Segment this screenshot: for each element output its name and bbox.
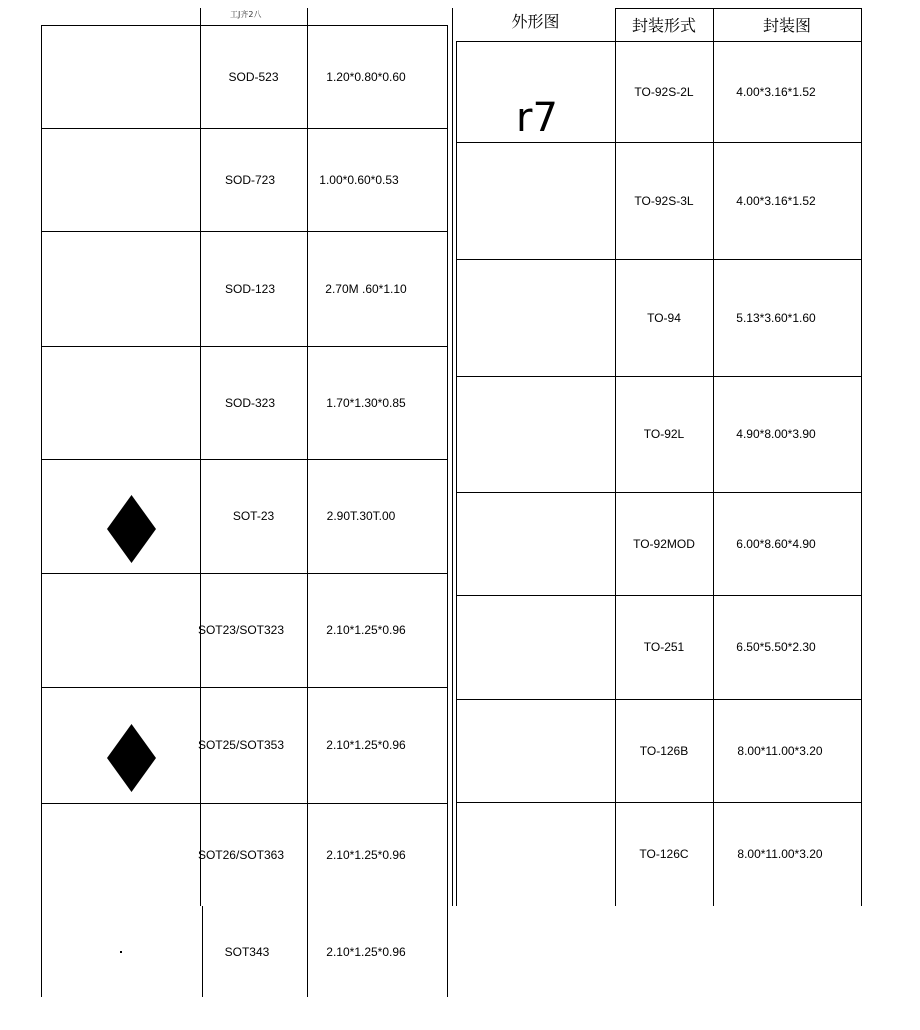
header-package: 封装形式 (631, 16, 696, 35)
package-size: 6.00*8.60*4.90 (736, 536, 816, 551)
package-name: TO-92S-3L (634, 193, 694, 208)
package-size: 2.10*1.25*0.96 (326, 944, 406, 959)
package-name: TO-92S-2L (634, 84, 694, 99)
table-border (456, 41, 457, 906)
package-size: 1.70*1.30*0.85 (326, 395, 406, 410)
header-drawing: 封装图 (762, 16, 811, 35)
package-name: TO-92MOD (633, 536, 695, 551)
package-size: 2.10*1.25*0.96 (326, 738, 406, 752)
package-size: 5.13*3.60*1.60 (736, 310, 816, 325)
package-name: TO-126B (639, 743, 689, 758)
package-size: 2.10*1.25*0.96 (326, 847, 406, 862)
package-size: 1.00*0.60*0.53 (319, 172, 399, 187)
package-size: 2.90T.30T.00 (326, 509, 396, 523)
package-name: SOD-523 (228, 69, 279, 84)
package-name: SOD-123 (224, 281, 276, 296)
dot-icon (120, 951, 122, 953)
package-name: TO-126C (639, 847, 689, 861)
package-name: TO-92L (643, 427, 685, 441)
package-size: 2.70M .60*1.10 (325, 281, 407, 296)
package-name: SOD-323 (224, 395, 276, 410)
package-size: 1.20*0.80*0.60 (326, 69, 406, 84)
figure-label: r7 (516, 95, 558, 141)
diamond-icon (107, 724, 156, 792)
package-size: 4.90*8.00*3.90 (736, 427, 816, 441)
header-figure: 外形图 (511, 11, 560, 31)
package-size: 4.00*3.16*1.52 (736, 193, 816, 208)
package-size: 4.00*3.16*1.52 (736, 84, 816, 99)
package-size: 6.50*5.50*2.30 (736, 640, 816, 654)
package-name: SOT-23 (232, 509, 275, 523)
header-note: 工J齐2八 (230, 10, 262, 19)
table-border (452, 8, 453, 906)
table-border (447, 25, 448, 997)
package-name: SOT23/SOT323 (197, 623, 285, 637)
package-name: TO-251 (643, 640, 685, 654)
table-border (41, 25, 42, 997)
package-name: SOT25/SOT353 (197, 738, 285, 752)
package-name: SOD-723 (224, 172, 276, 187)
package-name: SOT26/SOT363 (197, 847, 285, 862)
package-size: 8.00*11.00*3.20 (737, 743, 823, 758)
package-size: 8.00*11.00*3.20 (737, 847, 823, 861)
package-name: TO-94 (647, 310, 681, 325)
diamond-icon (107, 495, 156, 563)
package-size: 2.10*1.25*0.96 (326, 623, 406, 637)
package-name: SOT343 (224, 944, 270, 959)
